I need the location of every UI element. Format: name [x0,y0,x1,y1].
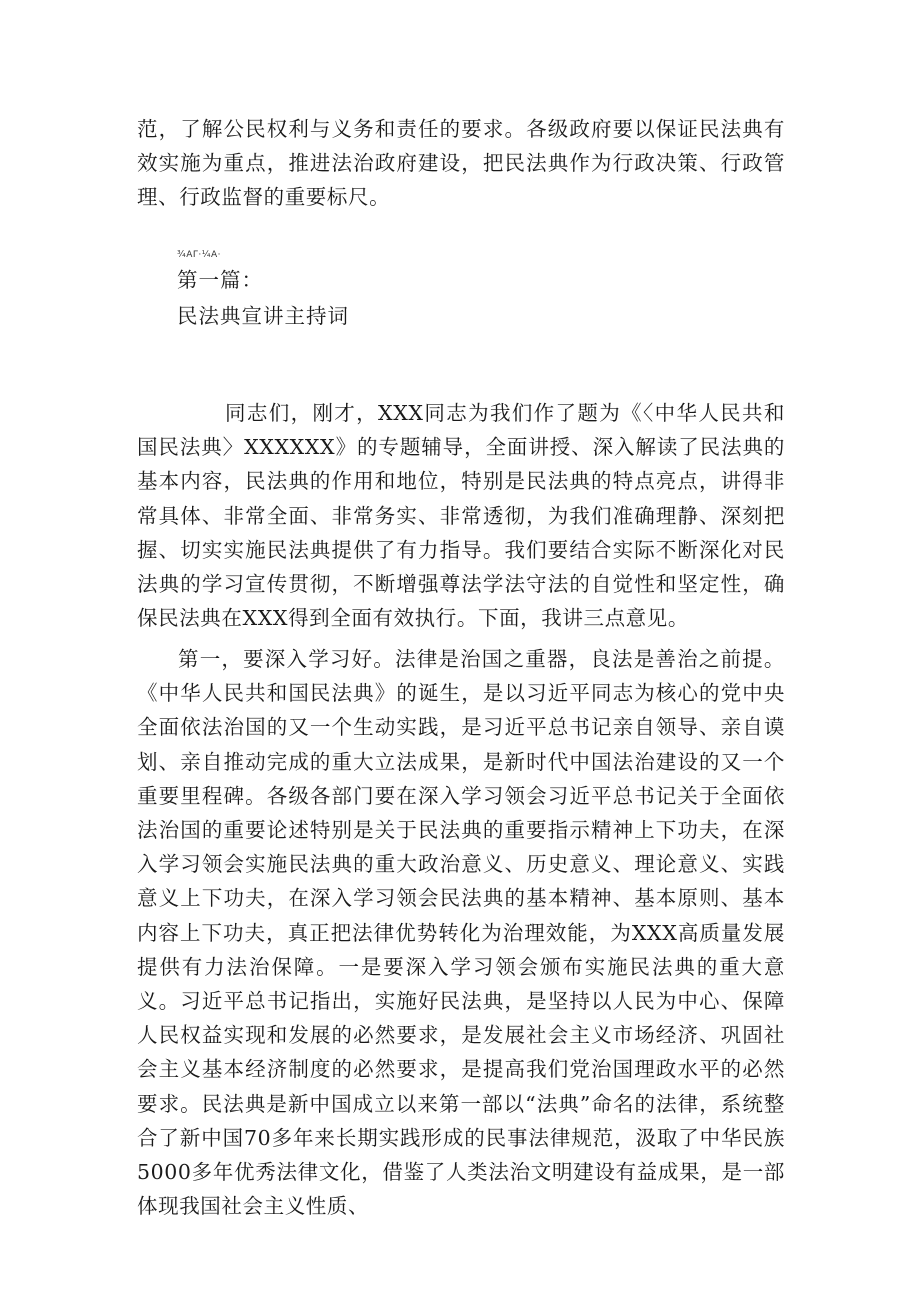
body-paragraph-opening: 同志们，刚才，XXX同志为我们作了题为《〈中华人民共和国民法典〉XXXXXX》的专题辅导，全面讲授、深入解读了民法典的基本内容，民法典的作用和地位，特别是民法典的特点亮点，讲得非常具体、非常全面、非常务实、非常透彻，为我们准确理静、深刻把握、切实实施民法典提供了有力指导。我们要结合实际不断深化对民法典的学习宣传贯彻，不断增强尊法学法守法的自觉性和坚定性，确保民法典在XXX得到全面有效执行。下面，我讲三点意见。 [137,401,785,631]
section-title: 民法典宣讲主持词 [177,304,349,328]
body-paragraph-first-point: 第一，要深入学习好。法律是治国之重器，良法是善治之前提。《中华人民共和国民法典》的诞生，是以习近平同志为核心的党中央全面依法治国的又一个生动实践，是习近平总书记亲自领导、亲自谟划、亲自推动完成的重大立法成果，是新时代中国法治建设的又一个重要里程碑。各级各部门要在深入学习领会习近平总书记关于全面依法治国的重要论述特别是关于民法典的重要指示精神上下功夫，在深入学习领会实施民法典的重大政治意义、历史意义、理论意义、实践意义上下功夫，在深入学习领会民法典的基本精神、基本原则、基本内容上下功夫，真正把法律优势转化为治理效能，为XXX高质量发展提供有力法治保障。一是要深入学习领会颁布实施民法典的重大意义。习近平总书记指出，实施好民法典，是坚持以人民为中心、保障人民权益实现和发展的必然要求，是发展社会主义市场经济、巩固社会主义基本经济制度的必然要求，是提高我们党治国理政水平的必然要求。民法典是新中国成立以来第一部以“法典”命名的法律，系统整合了新中国70多年来长期实践形成的民事法律规范，汲取了中华民族5000多年优秀法律文化，借鉴了人类法治文明建设有益成果，是一部体现我国社会主义性质、 [137,647,785,1219]
garbled-mark: ¾AΓ·¼A· [177,250,221,260]
section-heading [177,248,349,334]
continuation-paragraph: 范，了解公民权利与义务和责任的要求。各级政府要以保证民法典有效实施为重点，推进法治政府建设，把民法典作为行政决策、行政管理、行政监督的重要标尺。 [137,117,785,210]
section-label: 第一篇： [177,268,263,292]
